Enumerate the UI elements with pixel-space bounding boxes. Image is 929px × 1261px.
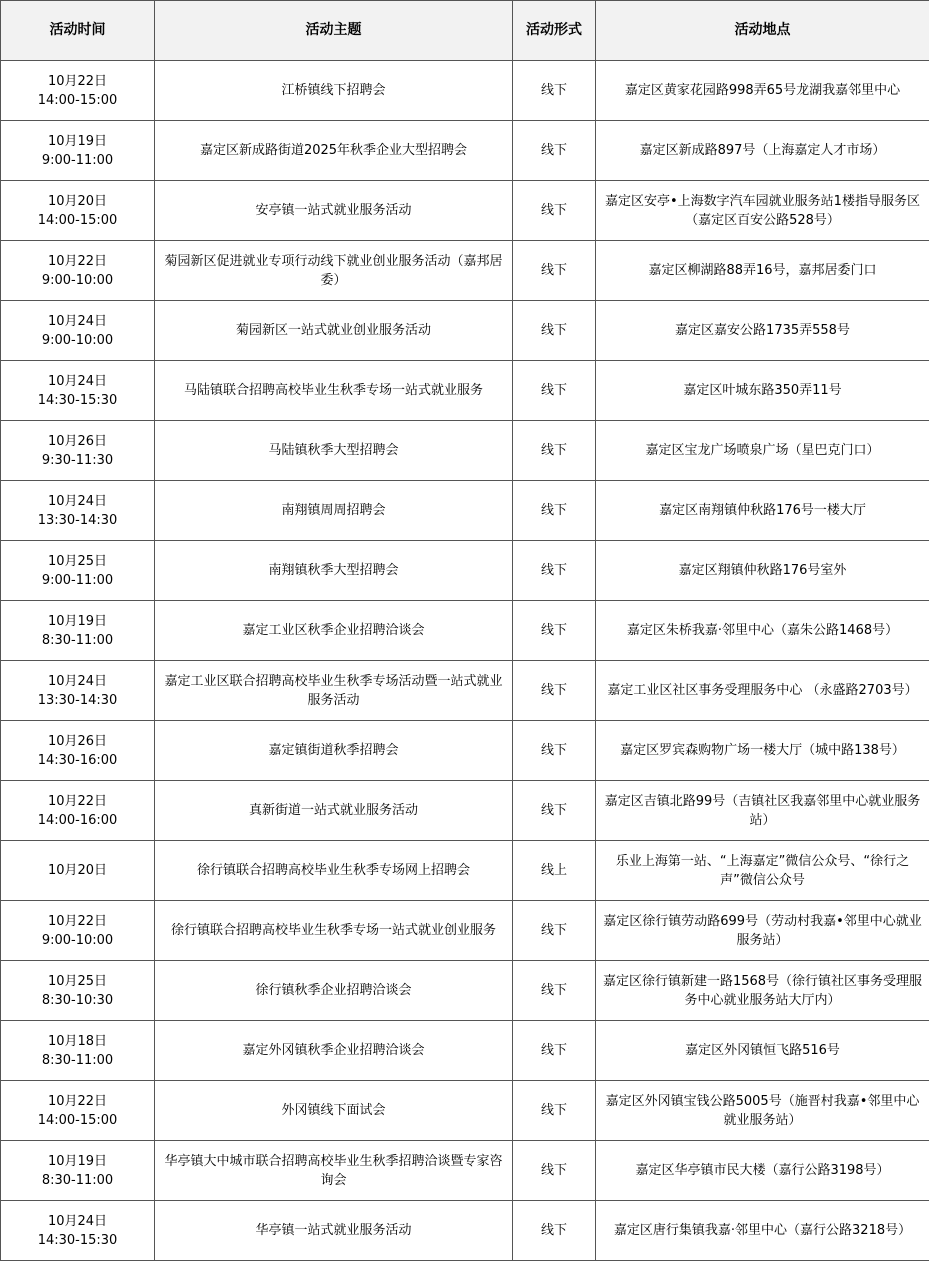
event-time: 14:00-15:00 <box>37 92 118 108</box>
cell-location: 嘉定区外冈镇恒飞路516号 <box>596 1021 929 1081</box>
cell-topic: 嘉定区新成路街道2025年秋季企业大型招聘会 <box>155 121 513 181</box>
cell-location: 嘉定区外冈镇宝钱公路5005号（施晋村我嘉•邻里中心就业服务站） <box>596 1081 929 1141</box>
cell-form: 线下 <box>513 121 596 181</box>
event-date: 10月24日 <box>47 313 108 329</box>
cell-topic: 江桥镇线下招聘会 <box>155 61 513 121</box>
table-row <box>1 121 929 181</box>
table-row <box>1 421 929 481</box>
event-date: 10月19日 <box>47 613 108 629</box>
cell-form: 线下 <box>513 61 596 121</box>
cell-topic: 嘉定外冈镇秋季企业招聘洽谈会 <box>155 1021 513 1081</box>
table-row <box>1 361 929 421</box>
cell-location: 嘉定区唐行集镇我嘉·邻里中心（嘉行公路3218号） <box>596 1201 929 1261</box>
cell-form: 线下 <box>513 1201 596 1261</box>
event-time: 9:00-10:00 <box>41 272 114 288</box>
table-row <box>1 901 929 961</box>
cell-topic: 南翔镇周周招聘会 <box>155 481 513 541</box>
cell-time <box>1 121 155 181</box>
cell-time <box>1 181 155 241</box>
cell-location: 嘉定区叶城东路350弄11号 <box>596 361 929 421</box>
header-form: 活动形式 <box>513 1 596 61</box>
event-date: 10月22日 <box>47 793 108 809</box>
table-row <box>1 841 929 901</box>
cell-location: 嘉定区朱桥我嘉·邻里中心（嘉朱公路1468号） <box>596 601 929 661</box>
event-time: 9:30-11:30 <box>41 452 114 468</box>
cell-time <box>1 961 155 1021</box>
event-time: 9:00-11:00 <box>41 572 114 588</box>
cell-time <box>1 241 155 301</box>
cell-form: 线下 <box>513 661 596 721</box>
event-time: 9:00-11:00 <box>41 152 114 168</box>
event-time: 8:30-11:00 <box>41 632 114 648</box>
cell-topic: 嘉定工业区秋季企业招聘洽谈会 <box>155 601 513 661</box>
cell-topic: 华亭镇大中城市联合招聘高校毕业生秋季招聘洽谈暨专家咨询会 <box>155 1141 513 1201</box>
cell-time <box>1 781 155 841</box>
cell-time <box>1 661 155 721</box>
table-row <box>1 601 929 661</box>
cell-time <box>1 901 155 961</box>
cell-form: 线下 <box>513 781 596 841</box>
table-row <box>1 541 929 601</box>
cell-location: 嘉定区宝龙广场喷泉广场（星巴克门口） <box>596 421 929 481</box>
cell-location: 嘉定工业区社区事务受理服务中心 （永盛路2703号） <box>596 661 929 721</box>
cell-form: 线下 <box>513 901 596 961</box>
event-date: 10月26日 <box>47 433 108 449</box>
event-time: 8:30-10:30 <box>41 992 114 1008</box>
event-date: 10月24日 <box>47 673 108 689</box>
table-row <box>1 1201 929 1261</box>
event-date: 10月25日 <box>47 553 108 569</box>
cell-time <box>1 1141 155 1201</box>
cell-time <box>1 361 155 421</box>
cell-topic: 南翔镇秋季大型招聘会 <box>155 541 513 601</box>
event-time: 14:30-15:30 <box>37 392 118 408</box>
cell-topic: 马陆镇秋季大型招聘会 <box>155 421 513 481</box>
event-time: 13:30-14:30 <box>37 512 118 528</box>
cell-topic: 外冈镇线下面试会 <box>155 1081 513 1141</box>
cell-location: 嘉定区南翔镇仲秋路176号一楼大厅 <box>596 481 929 541</box>
table-body <box>1 61 929 1261</box>
cell-form: 线上 <box>513 841 596 901</box>
cell-topic: 徐行镇联合招聘高校毕业生秋季专场一站式就业创业服务 <box>155 901 513 961</box>
event-time: 13:30-14:30 <box>37 692 118 708</box>
cell-location: 嘉定区新成路897号（上海嘉定人才市场） <box>596 121 929 181</box>
cell-topic: 徐行镇联合招聘高校毕业生秋季专场网上招聘会 <box>155 841 513 901</box>
cell-location: 嘉定区黄家花园路998弄65号龙湖我嘉邻里中心 <box>596 61 929 121</box>
table-row <box>1 181 929 241</box>
cell-form: 线下 <box>513 961 596 1021</box>
event-date: 10月24日 <box>47 1213 108 1229</box>
event-date: 10月24日 <box>47 493 108 509</box>
event-date: 10月25日 <box>47 973 108 989</box>
cell-time <box>1 301 155 361</box>
header-location: 活动地点 <box>596 1 929 61</box>
cell-location: 嘉定区罗宾森购物广场一楼大厅（城中路138号） <box>596 721 929 781</box>
cell-form: 线下 <box>513 1141 596 1201</box>
event-time: 14:30-15:30 <box>37 1232 118 1248</box>
table-row <box>1 1081 929 1141</box>
cell-location: 嘉定区吉镇北路99号（吉镇社区我嘉邻里中心就业服务站） <box>596 781 929 841</box>
cell-time <box>1 841 155 901</box>
cell-topic: 安亭镇一站式就业服务活动 <box>155 181 513 241</box>
event-time: 9:00-10:00 <box>41 932 114 948</box>
cell-form: 线下 <box>513 301 596 361</box>
event-date: 10月19日 <box>47 1153 108 1169</box>
event-time: 8:30-11:00 <box>41 1172 114 1188</box>
table-row <box>1 961 929 1021</box>
header-topic: 活动主题 <box>155 1 513 61</box>
cell-location: 嘉定区安亭•上海数字汽车园就业服务站1楼指导服务区（嘉定区百安公路528号） <box>596 181 929 241</box>
event-date: 10月22日 <box>47 913 108 929</box>
table-row <box>1 661 929 721</box>
table-row <box>1 1021 929 1081</box>
cell-location: 嘉定区嘉安公路1735弄558号 <box>596 301 929 361</box>
cell-form: 线下 <box>513 421 596 481</box>
cell-form: 线下 <box>513 481 596 541</box>
cell-form: 线下 <box>513 721 596 781</box>
cell-topic: 徐行镇秋季企业招聘洽谈会 <box>155 961 513 1021</box>
cell-location: 嘉定区徐行镇新建一路1568号（徐行镇社区事务受理服务中心就业服务站大厅内） <box>596 961 929 1021</box>
table-row <box>1 241 929 301</box>
table-row <box>1 61 929 121</box>
cell-location: 乐业上海第一站、“上海嘉定”微信公众号、“徐行之声”微信公众号 <box>596 841 929 901</box>
cell-location: 嘉定区翔镇仲秋路176号室外 <box>596 541 929 601</box>
event-date: 10月22日 <box>47 253 108 269</box>
cell-topic: 嘉定工业区联合招聘高校毕业生秋季专场活动暨一站式就业服务活动 <box>155 661 513 721</box>
cell-time <box>1 1081 155 1141</box>
cell-location: 嘉定区徐行镇劳动路699号（劳动村我嘉•邻里中心就业服务站） <box>596 901 929 961</box>
cell-topic: 华亭镇一站式就业服务活动 <box>155 1201 513 1261</box>
cell-form: 线下 <box>513 1021 596 1081</box>
event-time: 14:00-15:00 <box>37 212 118 228</box>
event-date: 10月22日 <box>47 1093 108 1109</box>
event-time: 14:00-15:00 <box>37 1112 118 1128</box>
header-row <box>1 1 929 61</box>
table-row <box>1 481 929 541</box>
event-date: 10月26日 <box>47 733 108 749</box>
cell-form: 线下 <box>513 181 596 241</box>
table-row <box>1 1141 929 1201</box>
cell-time <box>1 1201 155 1261</box>
event-date: 10月24日 <box>47 373 108 389</box>
header-time: 活动时间 <box>1 1 155 61</box>
cell-topic: 马陆镇联合招聘高校毕业生秋季专场一站式就业服务 <box>155 361 513 421</box>
event-time: 14:30-16:00 <box>37 752 118 768</box>
event-date: 10月19日 <box>47 133 108 149</box>
cell-topic: 真新街道一站式就业服务活动 <box>155 781 513 841</box>
cell-form: 线下 <box>513 1081 596 1141</box>
event-date: 10月20日 <box>47 863 108 878</box>
cell-form: 线下 <box>513 241 596 301</box>
cell-form: 线下 <box>513 601 596 661</box>
cell-location: 嘉定区华亭镇市民大楼（嘉行公路3198号） <box>596 1141 929 1201</box>
cell-time <box>1 541 155 601</box>
event-time: 9:00-10:00 <box>41 332 114 348</box>
cell-form: 线下 <box>513 361 596 421</box>
event-time: 14:00-16:00 <box>37 812 118 828</box>
cell-time <box>1 1021 155 1081</box>
event-date: 10月18日 <box>47 1033 108 1049</box>
table-row <box>1 301 929 361</box>
cell-topic: 菊园新区一站式就业创业服务活动 <box>155 301 513 361</box>
cell-time <box>1 61 155 121</box>
cell-time <box>1 721 155 781</box>
cell-location: 嘉定区柳湖路88弄16号，嘉邦居委门口 <box>596 241 929 301</box>
event-date: 10月20日 <box>47 193 108 209</box>
event-time: 8:30-11:00 <box>41 1052 114 1068</box>
table-row <box>1 781 929 841</box>
cell-topic: 菊园新区促进就业专项行动线下就业创业服务活动（嘉邦居委） <box>155 241 513 301</box>
event-date: 10月22日 <box>47 73 108 89</box>
cell-time <box>1 601 155 661</box>
cell-form: 线下 <box>513 541 596 601</box>
cell-time <box>1 481 155 541</box>
cell-topic: 嘉定镇街道秋季招聘会 <box>155 721 513 781</box>
cell-time <box>1 421 155 481</box>
table-row <box>1 721 929 781</box>
